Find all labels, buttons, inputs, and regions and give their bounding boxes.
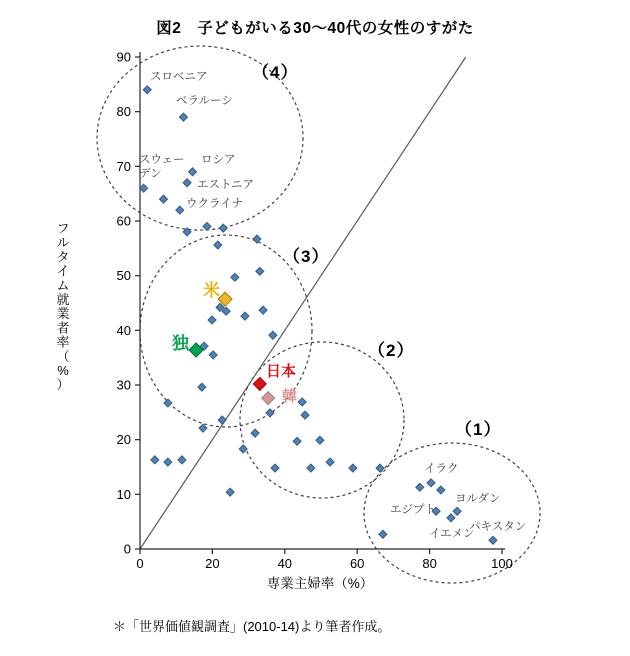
data-point [453, 507, 461, 515]
data-point [259, 306, 267, 314]
country-label: ウクライナ [186, 198, 244, 210]
group-label-1: （1） [455, 420, 502, 439]
data-point [140, 184, 148, 192]
data-point [269, 331, 277, 339]
y-tick-label: 20 [116, 432, 131, 448]
data-point [218, 416, 226, 424]
country-label: ベラルーシ [176, 95, 233, 107]
data-point [416, 483, 424, 491]
data-point [376, 464, 384, 472]
country-label: デン [139, 168, 162, 180]
data-point [208, 316, 216, 324]
data-point [293, 437, 301, 445]
data-point [489, 536, 497, 544]
data-point [271, 464, 279, 472]
data-point [203, 222, 211, 230]
y-tick-label: 30 [116, 377, 131, 393]
data-point [151, 456, 159, 464]
data-point [349, 464, 357, 472]
data-point [301, 411, 309, 419]
data-point [179, 113, 187, 121]
data-point [199, 424, 207, 432]
x-tick-label: 80 [422, 556, 437, 571]
country-label: パキスタン [469, 521, 527, 533]
data-point [326, 458, 334, 466]
y-axis-title-char: 業 [56, 306, 70, 322]
y-axis-title-char: 就 [56, 292, 70, 307]
diagonal-line [140, 57, 466, 549]
data-point [256, 267, 264, 275]
group-label-4: （4） [252, 63, 299, 82]
data-point [241, 312, 249, 320]
data-point [447, 514, 455, 522]
y-tick-label: 60 [116, 213, 131, 229]
y-axis-title-char: ム [56, 277, 70, 293]
data-point [219, 224, 227, 232]
data-point [226, 488, 234, 496]
data-point [164, 458, 172, 466]
y-tick-label: 70 [116, 158, 131, 174]
group-label-2: （2） [368, 341, 415, 360]
marker-korea [262, 392, 275, 405]
country-label: エストニア [197, 179, 255, 191]
data-point [164, 399, 172, 407]
x-axis-title: 専業主婦率（%） [266, 576, 374, 591]
data-point [176, 206, 184, 214]
y-axis-title-char: 率 [56, 334, 70, 350]
marker-label-korea: 韓 [282, 388, 298, 405]
marker-japan [253, 377, 266, 390]
y-tick-label: 80 [116, 104, 131, 120]
data-point [298, 398, 306, 406]
data-point [188, 168, 196, 176]
data-point [183, 179, 191, 187]
country-label: スウェー [139, 154, 185, 166]
y-tick-label: 90 [116, 49, 131, 65]
country-label: ロシア [201, 154, 236, 166]
data-point [307, 464, 315, 472]
y-axis-title-char: % [57, 363, 69, 378]
country-label: イラク [424, 463, 459, 475]
x-tick-label: 60 [349, 556, 365, 571]
y-axis-title-char: フ [56, 221, 70, 236]
data-point [239, 445, 247, 453]
data-point [266, 409, 274, 417]
y-axis-title-char: ル [56, 235, 70, 251]
y-axis-title-char: イ [56, 263, 70, 279]
data-point [160, 195, 168, 203]
y-axis-title-char: （ [56, 348, 70, 364]
data-point [316, 436, 324, 444]
data-point [251, 429, 259, 437]
country-label: スロベニア [150, 71, 208, 83]
x-tick-label: 0 [136, 556, 144, 571]
figure-title: 図2 子どもがいる30～40代の女性のすがた [156, 20, 474, 37]
data-point [143, 86, 151, 94]
y-axis-title-char: 者 [56, 320, 70, 336]
group-ellipse-2 [240, 342, 404, 498]
marker-label-germany: 独 [172, 334, 189, 353]
x-tick-label: 40 [277, 556, 293, 571]
data-point [231, 273, 239, 281]
data-point [379, 530, 387, 538]
data-point [209, 351, 217, 359]
group-label-3: （3） [283, 247, 330, 266]
y-tick-label: 0 [123, 541, 131, 557]
country-label: イエメン [429, 528, 475, 540]
data-point [198, 383, 206, 391]
source-footnote: ＊「世界価値観調査」(2010-14)より筆者作成。 [113, 619, 391, 634]
data-point [437, 486, 445, 494]
y-tick-label: 50 [116, 268, 131, 284]
y-tick-label: 10 [116, 486, 131, 502]
country-label: ヨルダン [455, 493, 501, 505]
data-point [427, 479, 435, 487]
data-point [253, 235, 261, 243]
marker-label-japan: 日本 [266, 363, 297, 380]
country-label: エジプト [390, 504, 436, 516]
y-axis-title-char: ） [56, 377, 70, 393]
x-tick-label: 20 [205, 556, 220, 571]
data-point [178, 456, 186, 464]
data-point [214, 241, 222, 249]
x-tick-label: 100 [491, 556, 513, 571]
y-tick-label: 40 [116, 322, 131, 338]
marker-label-us: 米 [203, 281, 220, 300]
y-axis-title-char: タ [56, 249, 70, 265]
